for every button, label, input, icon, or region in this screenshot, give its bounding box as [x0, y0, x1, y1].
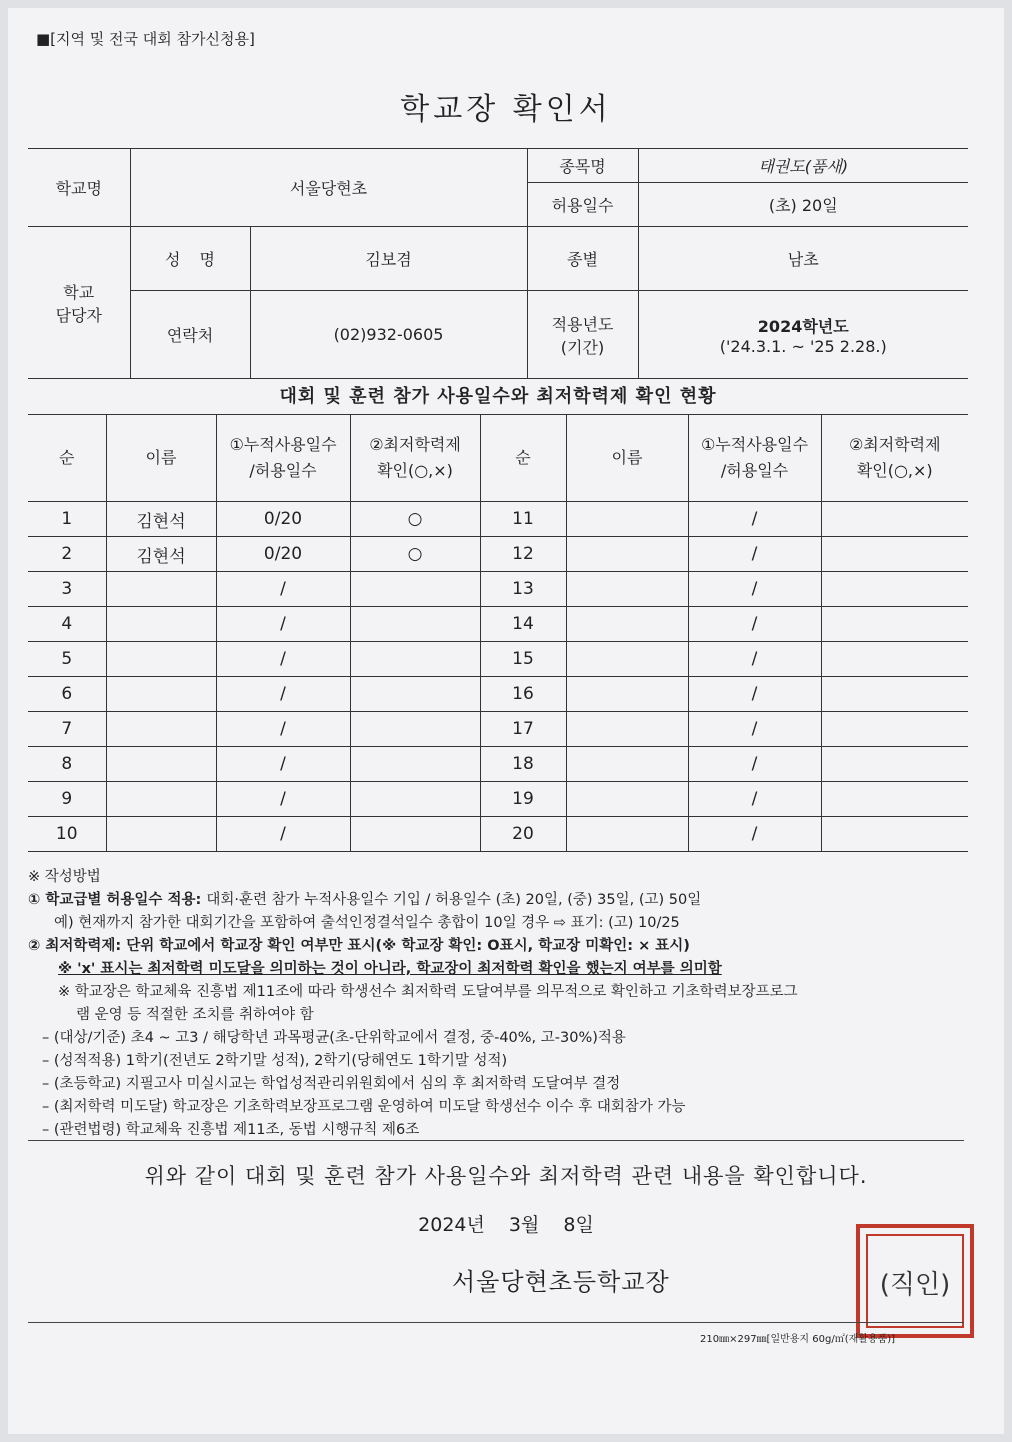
note-1-example: 예) 현재까지 참가한 대회기간을 포함하여 출석인정결석일수 총합이 10일 경우 ⇨ 표기: (고) 10/25	[54, 915, 680, 931]
row-no: 6	[28, 677, 106, 712]
academic-check: ○	[350, 502, 480, 537]
row-no: 3	[28, 572, 106, 607]
student-name	[566, 782, 688, 817]
table-row	[28, 817, 968, 852]
row-no: 12	[480, 537, 566, 572]
divider-bottom	[28, 1322, 964, 1323]
academic-check	[350, 817, 480, 852]
used-days: 0/20	[216, 502, 350, 537]
used-days: /	[216, 817, 350, 852]
row-no: 16	[480, 677, 566, 712]
student-name	[106, 642, 216, 677]
student-name	[106, 677, 216, 712]
header-days: ①누적사용일수 /허용일수	[688, 415, 821, 502]
row-no: 18	[480, 747, 566, 782]
student-name	[106, 712, 216, 747]
academic-check	[821, 502, 968, 537]
academic-check	[350, 782, 480, 817]
header-check: ②최저학력제 확인(○,×)	[350, 415, 480, 502]
document-title: 학교장 확인서	[400, 92, 612, 127]
row-no: 19	[480, 782, 566, 817]
student-name	[106, 747, 216, 782]
student-name	[566, 572, 688, 607]
student-name	[566, 817, 688, 852]
seal-text: (직인)	[879, 1270, 951, 1300]
used-days: /	[216, 607, 350, 642]
year-label: 적용년도 (기간)	[527, 291, 638, 379]
student-name: 김현석	[106, 502, 216, 537]
academic-check	[821, 537, 968, 572]
used-days: /	[688, 747, 821, 782]
category-value: 남초	[638, 227, 968, 291]
academic-check	[821, 677, 968, 712]
allowed-days-value: (초) 20일	[638, 183, 968, 227]
section-title: 대회 및 훈련 참가 사용일수와 최저학력제 확인 현황	[279, 386, 717, 407]
academic-check	[350, 642, 480, 677]
academic-check	[350, 607, 480, 642]
row-no: 9	[28, 782, 106, 817]
detail-4: – (최저학력 미도달) 학교장은 기초학력보장프로그램 운영하여 미도달 학생선수 이수 후 대회참가 가능	[42, 1099, 686, 1115]
header-name: 이름	[566, 415, 688, 502]
school-name-label: 학교명	[28, 149, 130, 227]
header-check: ②최저학력제 확인(○,×)	[821, 415, 968, 502]
name-value: 김보겸	[250, 227, 527, 291]
student-name	[566, 747, 688, 782]
application-type-tag: ■[지역 및 전국 대회 참가신청용]	[36, 30, 255, 48]
row-no: 14	[480, 607, 566, 642]
used-days: /	[688, 642, 821, 677]
instructions	[28, 866, 978, 1142]
table-row	[28, 782, 968, 817]
row-no: 15	[480, 642, 566, 677]
student-name	[566, 537, 688, 572]
used-days: /	[688, 817, 821, 852]
event-value: 태권도(품새)	[638, 149, 968, 183]
note-1: ① 학교급별 허용일수 적용: 대회·훈련 참가 누적사용일수 기입 / 허용일수 (초) 20일, (중) 35일, (고) 50일	[28, 892, 702, 908]
table-row	[28, 712, 968, 747]
detail-5: – (관련법령) 학교체육 진흥법 제11조, 동법 시행규칙 제6조	[42, 1122, 420, 1138]
student-name	[106, 607, 216, 642]
row-no: 17	[480, 712, 566, 747]
detail-2: – (성적적용) 1학기(전년도 2학기말 성적), 2학기(당해연도 1학기말 성적)	[42, 1053, 508, 1069]
table-row	[28, 747, 968, 782]
row-no: 5	[28, 642, 106, 677]
used-days: /	[216, 572, 350, 607]
student-name	[566, 677, 688, 712]
issue-date: 2024년 3월 8일	[418, 1214, 594, 1236]
academic-check	[821, 607, 968, 642]
school-manager-label: 학교 담당자	[28, 227, 130, 379]
table-row	[28, 677, 968, 712]
table-row	[28, 607, 968, 642]
academic-check	[821, 642, 968, 677]
table-row	[28, 572, 968, 607]
academic-check	[821, 817, 968, 852]
table-row	[28, 642, 968, 677]
header-no: 순	[480, 415, 566, 502]
used-days: /	[688, 537, 821, 572]
used-days: 0/20	[216, 537, 350, 572]
row-no: 11	[480, 502, 566, 537]
row-no: 7	[28, 712, 106, 747]
detail-3: – (초등학교) 지필고사 미실시교는 학업성적관리위원회에서 심의 후 최저학력 도달여부 결정	[42, 1076, 621, 1092]
student-name	[566, 607, 688, 642]
used-days: /	[216, 642, 350, 677]
used-days: /	[688, 502, 821, 537]
used-days: /	[688, 712, 821, 747]
header-no: 순	[28, 415, 106, 502]
paper-spec: 210㎜×297㎜[일반용지 60g/㎡(재활용품)]	[700, 1334, 896, 1345]
academic-check	[821, 782, 968, 817]
used-days: /	[688, 782, 821, 817]
row-no: 20	[480, 817, 566, 852]
academic-check	[350, 712, 480, 747]
confirmation-statement: 위와 같이 대회 및 훈련 참가 사용일수와 최저학력 관련 내용을 확인합니다.	[144, 1164, 868, 1188]
student-name	[566, 642, 688, 677]
name-label: 성 명	[130, 227, 250, 291]
principal-name: 서울당현초등학교장	[452, 1268, 670, 1296]
contact-label: 연락처	[130, 291, 250, 379]
academic-check: ○	[350, 537, 480, 572]
academic-check	[350, 572, 480, 607]
header-name: 이름	[106, 415, 216, 502]
header-days: ①누적사용일수 /허용일수	[216, 415, 350, 502]
row-no: 1	[28, 502, 106, 537]
divider-top	[28, 1140, 964, 1141]
note-2: ② 최저학력제: 단위 학교에서 학교장 확인 여부만 표시(※ 학교장 확인: O표시, 학교장 미확인: × 표시)	[28, 938, 690, 954]
student-name	[106, 817, 216, 852]
participation-table	[28, 414, 968, 852]
used-days: /	[216, 747, 350, 782]
student-name	[106, 782, 216, 817]
detail-1: – (대상/기준) 초4 ~ 고3 / 해당학년 과목평균(초-단위학교에서 결정, 중-40%, 고-30%)적용	[42, 1030, 626, 1046]
note-2-sub-1: ※ 'x' 표시는 최저학력 미도달을 의미하는 것이 아니라, 학교장이 최저학력 확인을 했는지 여부를 의미함	[58, 961, 722, 977]
note-2-sub-2: ※ 학교장은 학교체육 진흥법 제11조에 따라 학생선수 최저학력 도달여부를 의무적으로 확인하고 기초학력보장프로그	[58, 984, 798, 1000]
used-days: /	[688, 572, 821, 607]
student-name	[106, 572, 216, 607]
used-days: /	[216, 677, 350, 712]
table-header-row	[28, 415, 968, 502]
category-label: 종별	[527, 227, 638, 291]
used-days: /	[216, 782, 350, 817]
academic-check	[821, 572, 968, 607]
row-no: 10	[28, 817, 106, 852]
used-days: /	[216, 712, 350, 747]
official-seal-icon	[856, 1224, 974, 1338]
row-no: 13	[480, 572, 566, 607]
academic-check	[821, 712, 968, 747]
student-name	[566, 712, 688, 747]
student-name: 김현석	[106, 537, 216, 572]
contact-value: (02)932-0605	[250, 291, 527, 379]
table-row	[28, 502, 968, 537]
row-no: 8	[28, 747, 106, 782]
school-name-value: 서울당현초	[130, 149, 527, 227]
academic-check	[350, 677, 480, 712]
table-row	[28, 537, 968, 572]
note-2-sub-2-cont: 램 운영 등 적절한 조치를 취하여야 함	[76, 1007, 314, 1023]
row-no: 2	[28, 537, 106, 572]
used-days: /	[688, 607, 821, 642]
event-label: 종목명	[527, 149, 638, 183]
academic-check	[350, 747, 480, 782]
year-value: 2024학년도 ('24.3.1. ~ '25 2.28.)	[638, 291, 968, 379]
academic-check	[821, 747, 968, 782]
allowed-days-label: 허용일수	[527, 183, 638, 227]
row-no: 4	[28, 607, 106, 642]
used-days: /	[688, 677, 821, 712]
instructions-heading: ※ 작성방법	[28, 869, 101, 885]
info-table	[28, 148, 968, 379]
student-name	[566, 502, 688, 537]
